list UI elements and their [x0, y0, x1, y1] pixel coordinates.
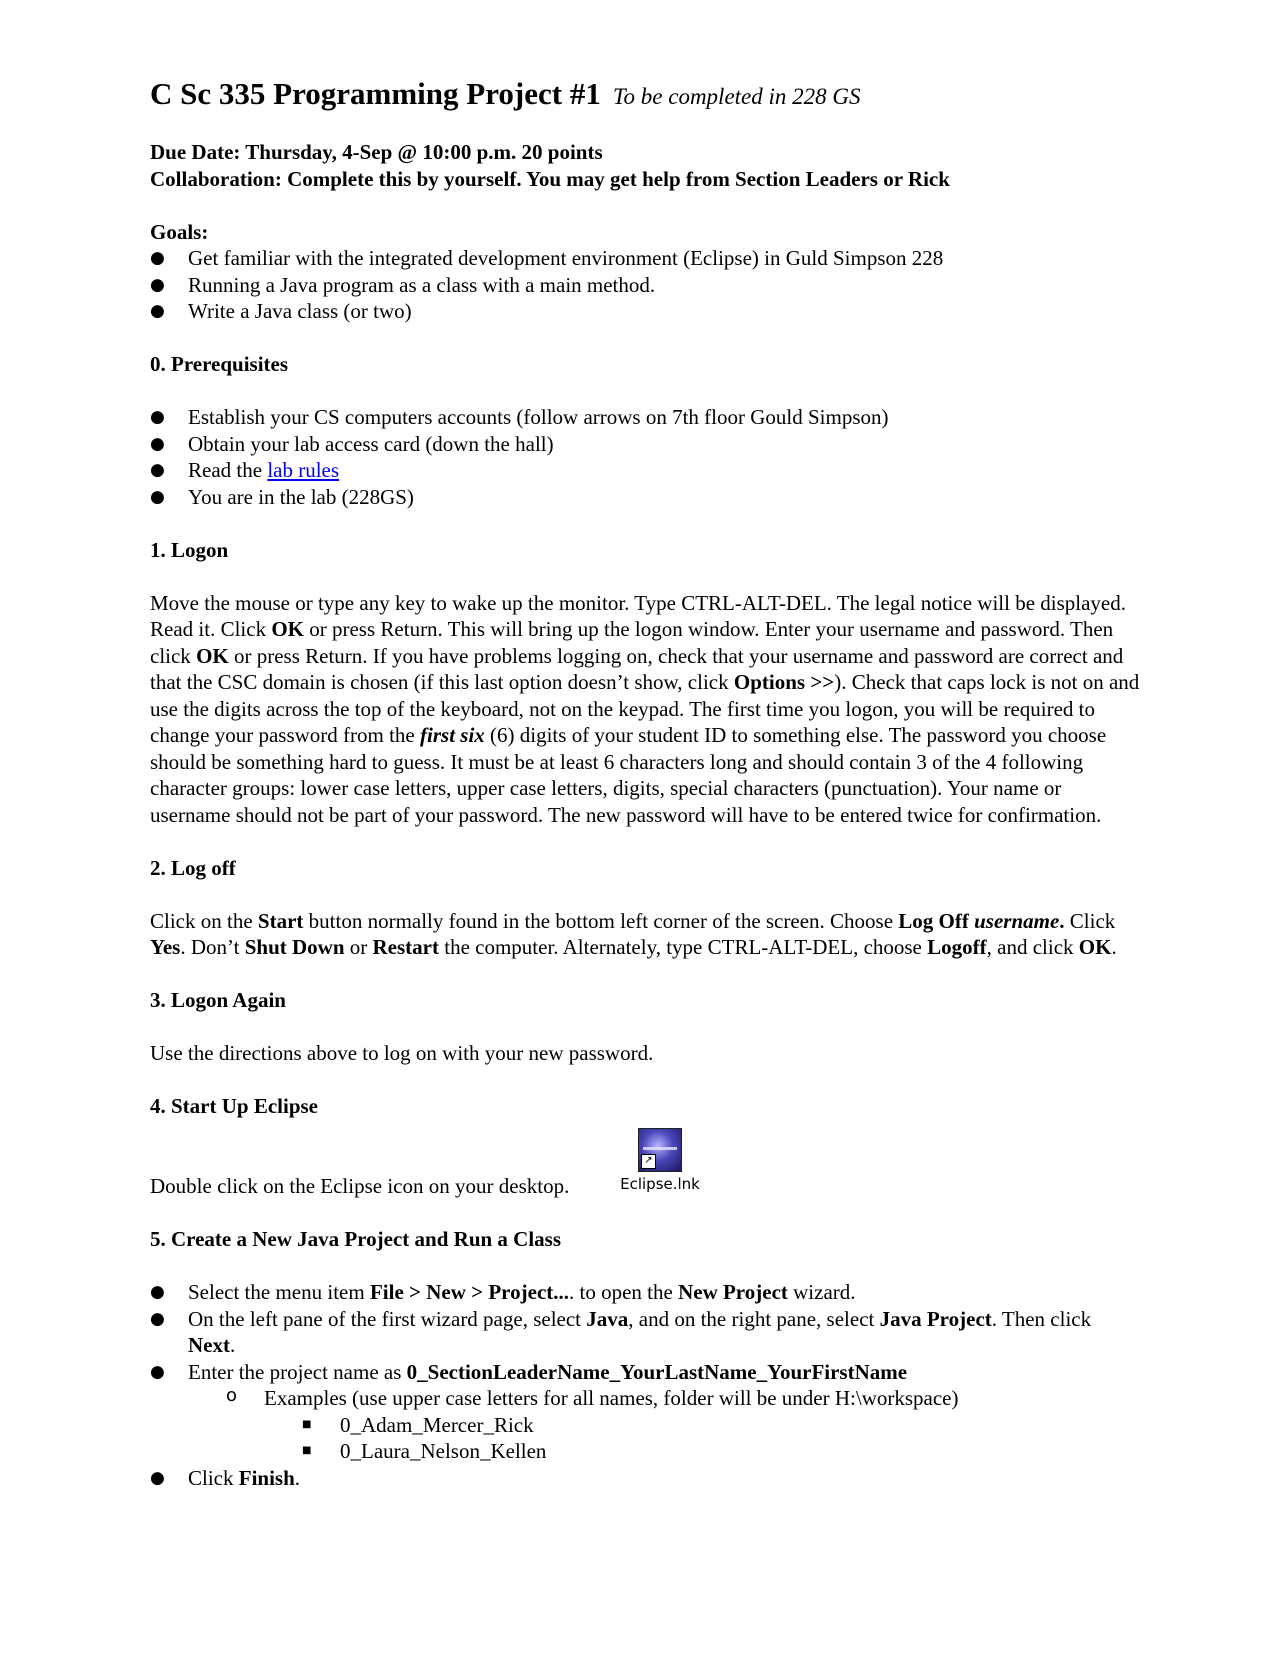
- list-item: ● Enter the project name as 0_SectionLeaderName_YourLastName_YourFirstName o Examples (use upper case letters for all names, folder will be under H:\workspace) ■ 0_Adam_Mercer_Rick ■ 0_Laura_Nelson_Kellen: [150, 1359, 1140, 1465]
- list-item: ● Get familiar with the integrated development environment (Eclipse) in Guld Simpson 228: [150, 245, 1140, 272]
- eclipse-icon: [638, 1128, 682, 1172]
- list-item: ■ 0_Adam_Mercer_Rick: [302, 1412, 1140, 1439]
- lab-rules-link[interactable]: lab rules: [267, 458, 340, 482]
- due-date: Due Date: Thursday, 4-Sep @ 10:00 p.m. 20 points: [150, 140, 603, 164]
- list-item: ● Read the lab rules: [150, 457, 1140, 484]
- list-item: ● You are in the lab (228GS): [150, 484, 1140, 511]
- logoff-heading: 2. Log off: [150, 855, 236, 880]
- document-page: [150, 72, 1140, 1491]
- logon-again-heading: 3. Logon Again: [150, 988, 286, 1012]
- shortcut-arrow-icon: ↗: [641, 1154, 656, 1169]
- title-text: C Sc 335 Programming Project #1: [150, 76, 601, 111]
- create-project-heading: 5. Create a New Java Project and Run a Class: [150, 1227, 562, 1251]
- list-item: ● Running a Java program as a class with a main method.: [150, 272, 1140, 299]
- goals-heading: Goals:: [150, 219, 209, 244]
- list-item: ■ 0_Laura_Nelson_Kellen: [302, 1438, 1140, 1465]
- list-item: ● Write a Java class (or two): [150, 298, 1140, 325]
- eclipse-shortcut: [610, 1128, 710, 1194]
- list-item: ● Select the menu item File > New > Project.... to open the New Project wizard.: [150, 1279, 1140, 1306]
- page-subtitle: To be completed in 228 GS: [612, 84, 861, 109]
- prerequisites-heading: 0. Prerequisites: [150, 352, 289, 376]
- prerequisites-list: [150, 404, 1140, 510]
- example-names-list: [264, 1412, 1140, 1465]
- page-title: [150, 72, 1140, 119]
- eclipse-row: [150, 1120, 1140, 1200]
- list-item: ● Obtain your lab access card (down the hall): [150, 431, 1140, 458]
- list-item: ● On the left pane of the first wizard page, select Java, and on the right pane, select Java Project. Then click Next.: [150, 1306, 1140, 1359]
- list-item: o Examples (use upper case letters for all names, folder will be under H:\workspace) ■ 0_Adam_Mercer_Rick ■ 0_Laura_Nelson_Kellen: [226, 1385, 1140, 1465]
- create-project-list: [150, 1279, 1140, 1491]
- eclipse-icon-label: Eclipse.lnk: [620, 1174, 700, 1193]
- examples-list: [188, 1385, 1140, 1465]
- logon-heading: 1. Logon: [150, 537, 229, 562]
- eclipse-heading: 4. Start Up Eclipse: [150, 1094, 318, 1118]
- eclipse-instruction: Double click on the Eclipse icon on your desktop.: [150, 1174, 570, 1198]
- list-item: ● Click Finish.: [150, 1465, 1140, 1492]
- logoff-paragraph: Click on the Start button normally found in the bottom left corner of the screen. Choose Log Off username. Click Yes. Don’t Shut Down or Restart the computer. Alternately, type CTRL-ALT-DEL, choose Logoff, and click OK.: [150, 908, 1117, 959]
- goals-list: [150, 245, 1140, 325]
- logon-paragraph: Move the mouse or type any key to wake up the monitor. Type CTRL-ALT-DEL. The legal notice will be displayed. Read it. Click OK or press Return. This will bring up the logon window. Enter your username and password. Then click OK or press Return. If you have problems logging on, check that your username and password are correct and that the CSC domain is chosen (if this last option doesn’t show, click Options >>). Check that caps lock is not on and use the digits across the top of the keyboard, not on the keypad. The first time you logon, you will be required to change your password from the first six (6) digits of your student ID to something else. The password you choose should be something hard to guess. It must be at least 6 characters long and should contain 3 of the 4 following character groups: lower case letters, upper case letters, digits, special characters (punctuation). Your name or username should not be part of your password. The new password will have to be entered twice for confirmation.: [150, 590, 1140, 827]
- logon-again-paragraph: Use the directions above to log on with your new password.: [150, 1041, 654, 1065]
- list-item: ● Establish your CS computers accounts (follow arrows on 7th floor Gould Simpson): [150, 404, 1140, 431]
- collaboration-note: Collaboration: Complete this by yourself. You may get help from Section Leaders or Rick: [150, 166, 950, 191]
